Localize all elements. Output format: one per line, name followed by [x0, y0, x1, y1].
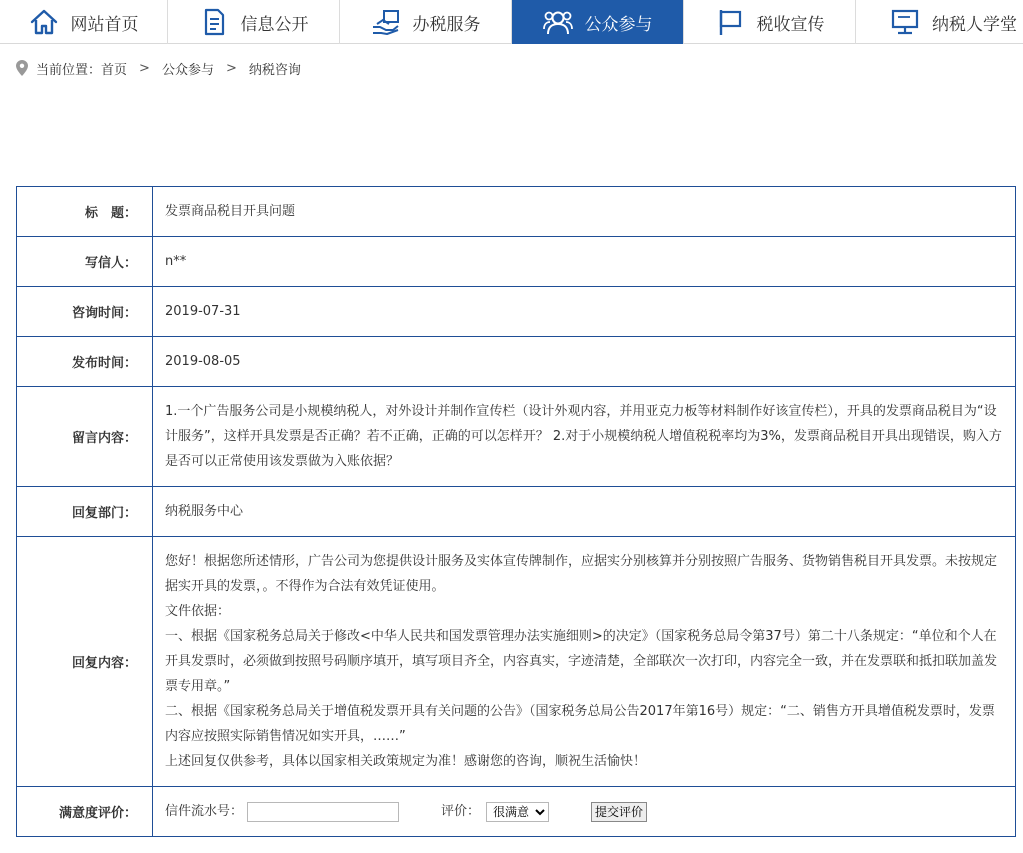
writer-label: 写信人：	[17, 237, 153, 287]
title-label: 标 题：	[17, 187, 153, 237]
service-hand-icon	[371, 7, 401, 37]
table-row	[17, 487, 1016, 537]
eval-select[interactable]	[486, 802, 549, 822]
nav-item-label: 税收宣传	[756, 14, 825, 35]
ask-time-label: 咨询时间：	[17, 287, 153, 337]
serial-input[interactable]	[247, 802, 399, 822]
reply-paragraph: 一、根据《国家税务总局关于修改<中华人民共和国发票管理办法实施细则>的决定》（国家税务总局令第37号）第二十八条规定：“单位和个人在开具发票时，必须做到按照号码顺序填开，填写项目齐全，内容真实，字迹清楚，全部联次一次打印，内容完全一致，并在发票联和抵扣联加盖发票专用章。”	[165, 629, 998, 694]
table-row	[17, 237, 1016, 287]
reply-paragraph: 上述回复仅供参考，具体以国家相关政策规定为准！感谢您的咨询，顺祝生活愉快！	[165, 754, 647, 769]
title-value: 发票商品税目开具问题	[153, 187, 1016, 237]
message-value: 1.一个广告服务公司是小规模纳税人，对外设计并制作宣传栏（设计外观内容，并用亚克力板等材料制作好该宣传栏），开具的发票商品税目为“设计服务”，这样开具发票是否正确？若不正确，正确的可以怎样开？ 2.对于小规模纳税人增值税税率均为3%，发票商品税目开具出现错误，购入方是否可以正常使用该发票做为入账依据？	[153, 387, 1016, 487]
flag-icon	[715, 7, 745, 37]
consult-detail-table	[16, 186, 1016, 837]
nav-item-service[interactable]	[340, 0, 512, 44]
writer-value: n**	[153, 237, 1016, 287]
reply-paragraph: 您好！根据您所述情形，广告公司为您提供设计服务及实体宣传牌制作，应据实分别核算并分别按照广告服务、货物销售税目开具发票。未按规定据实开具的发票，。不得作为合法有效凭证使用。	[165, 554, 998, 594]
reply-paragraph: 文件依据：	[165, 604, 231, 619]
people-icon	[543, 7, 573, 37]
serial-label: 信件流水号：	[165, 804, 244, 819]
breadcrumb-consult[interactable]: 纳税咨询	[248, 62, 301, 78]
location-pin-icon	[16, 60, 28, 76]
nav-item-home[interactable]	[0, 0, 168, 44]
dept-label: 回复部门：	[17, 487, 153, 537]
ask-time-value: 2019-07-31	[153, 287, 1016, 337]
nav-item-promotion[interactable]	[684, 0, 856, 44]
dept-value: 纳税服务中心	[153, 487, 1016, 537]
table-row	[17, 387, 1016, 487]
nav-item-label: 纳税人学堂	[932, 14, 1017, 35]
submit-eval-button[interactable]: 提交评价	[591, 802, 647, 822]
table-row	[17, 337, 1016, 387]
monitor-icon	[890, 7, 920, 37]
table-row	[17, 287, 1016, 337]
nav-item-info[interactable]	[168, 0, 340, 44]
reply-content	[153, 537, 1016, 787]
breadcrumb-separator: >	[225, 60, 237, 76]
table-row	[17, 187, 1016, 237]
table-row	[17, 787, 1016, 837]
nav-item-label: 信息公开	[240, 14, 309, 35]
breadcrumb-home[interactable]: 首页	[101, 62, 128, 78]
breadcrumb-participation[interactable]: 公众参与	[161, 62, 214, 78]
rating-label: 满意度评价：	[17, 787, 153, 837]
rating-cell	[153, 787, 1016, 837]
reply-paragraph: 二、根据《国家税务总局关于增值税发票开具有关问题的公告》（国家税务总局公告2017年第16号）规定：“二、销售方开具增值税发票时，发票内容应按照实际销售情况如实开具，……”	[165, 704, 995, 744]
breadcrumb-separator: >	[139, 60, 150, 76]
publish-time-value: 2019-08-05	[153, 337, 1016, 387]
nav-item-school[interactable]	[856, 0, 1023, 44]
breadcrumb	[16, 58, 301, 78]
nav-item-label: 办税服务	[412, 14, 481, 35]
rating-form	[165, 799, 1003, 824]
nav-item-participation[interactable]	[512, 0, 684, 44]
publish-time-label: 发布时间：	[17, 337, 153, 387]
nav-item-label: 公众参与	[584, 14, 653, 35]
table-row	[17, 537, 1016, 787]
document-icon	[199, 7, 229, 37]
message-label: 留言内容：	[17, 387, 153, 487]
nav-item-label: 网站首页	[70, 14, 139, 35]
breadcrumb-prefix: 当前位置：	[36, 62, 102, 78]
main-nav	[0, 0, 1023, 44]
reply-label: 回复内容：	[17, 537, 153, 787]
eval-label: 评价：	[441, 804, 481, 819]
home-icon	[29, 7, 59, 37]
